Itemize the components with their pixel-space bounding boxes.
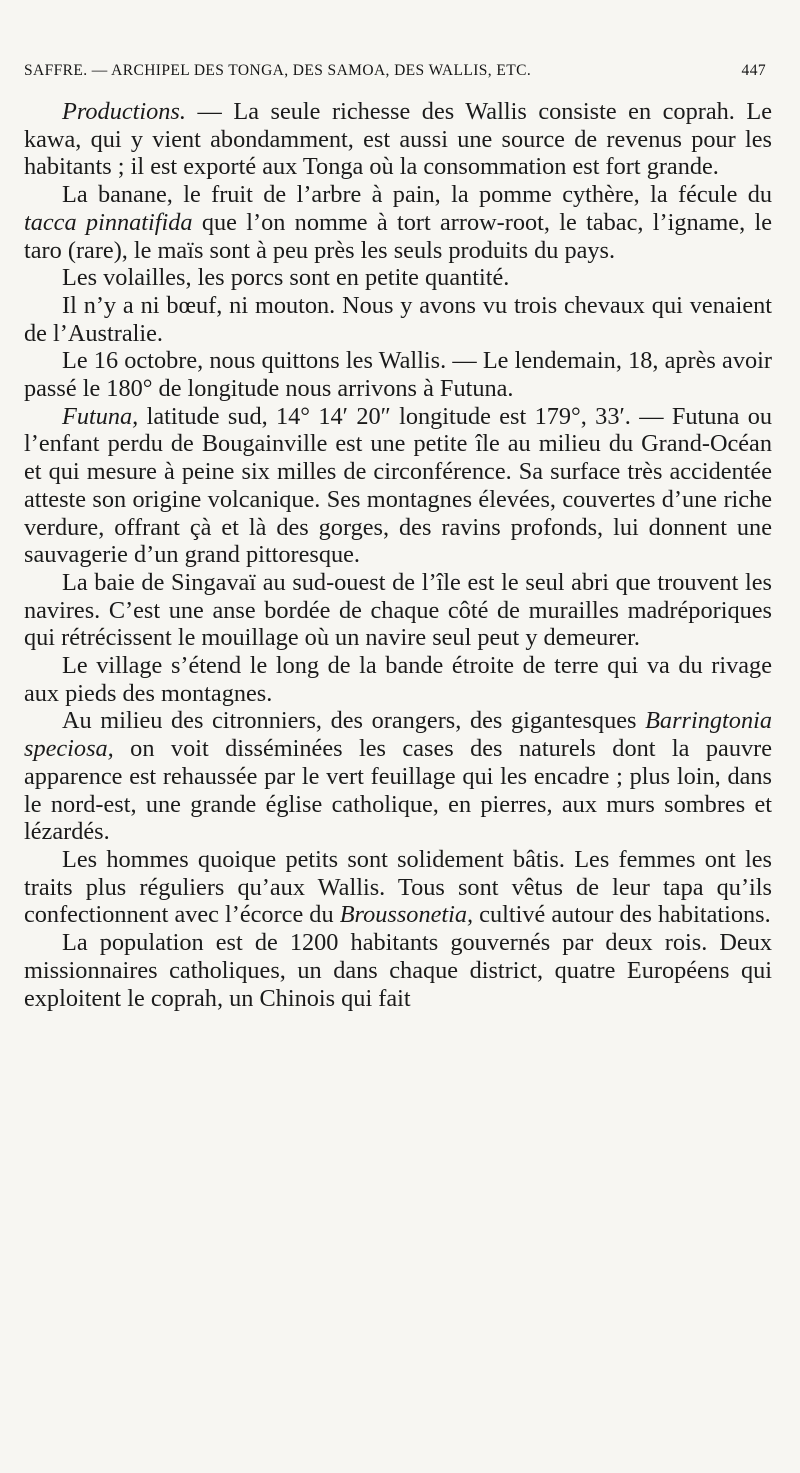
paragraph-text: Il n’y a ni bœuf, ni mouton. Nous y avons vu trois chevaux qui venaient de l’Australie. — [24, 291, 772, 347]
paragraph-village — [24, 652, 772, 707]
paragraph-hommes — [24, 846, 772, 929]
paragraph-text: Au milieu des citronniers, des orangers, des gigantesques — [62, 707, 646, 735]
paragraph-produits — [24, 181, 772, 264]
page-number: 447 — [741, 62, 766, 79]
paragraph-text: latitude sud, 14° 14′ 20″ longitude est 179°, 33′. — Futuna ou l’enfant perdu de Bougainville est une petite île au milieu du Grand-Océan et qui mesure à peine six milles de circonférence. Sa surface très accidentée atteste son origine volcanique. Ses montagnes élevées, couvertes d’une riche verdure, offrant çà et là des gorges, des ravins profonds, lui donnent une sauvagerie d’un grand pittoresque. — [24, 402, 772, 569]
paragraph-text: que l’on nomme à tort arrow-root, le tabac, l’igname, le taro (rare), le maïs sont à peu près les seuls produits du pays. — [24, 208, 772, 264]
body-text — [24, 98, 772, 1012]
paragraph-text: Les hommes quoique petits sont solidement bâtis. Les femmes ont les traits plus réguliers qu’aux Wallis. Tous sont vêtus de leur tapa qu’ils confectionnent avec l’écorce du — [24, 845, 772, 929]
paragraph-text: La population est de 1200 habitants gouvernés par deux rois. Deux missionnaires catholiques, un dans chaque district, quatre Européens qui exploitent le coprah, un Chinois qui fait — [24, 929, 772, 1012]
paragraph-text: La banane, le fruit de l’arbre à pain, la pomme cythère, la fécule du — [62, 181, 772, 209]
paragraph-italic-term: tacca pinnatifida — [24, 208, 193, 236]
paragraph-boeuf — [24, 292, 772, 347]
paragraph-baie — [24, 569, 772, 652]
running-title: SAFFRE. — ARCHIPEL DES TONGA, DES SAMOA, DES WALLIS, ETC. — [24, 62, 532, 79]
paragraph-population — [24, 929, 772, 1012]
paragraph-text: Le 16 octobre, nous quittons les Wallis. — Le lendemain, 18, après avoir passé le 180° de longitude nous arrivons à Futuna. — [24, 347, 772, 403]
paragraph-text: Les volailles, les porcs sont en petite quantité. — [62, 264, 510, 292]
paragraph-lead-italic: Futuna, — [62, 402, 139, 430]
paragraph-cases — [24, 707, 772, 846]
paragraph-text: on voit disséminées les cases des naturels dont la pauvre apparence est rehaussée par le vert feuillage qui les encadre ; plus loin, dans le nord-est, une grande église catholique, en pierres, aux murs sombres et lézardés. — [24, 735, 772, 846]
paragraph-volailles — [24, 264, 772, 292]
running-head — [24, 62, 766, 80]
paragraph-depart — [24, 347, 772, 402]
paragraph-productions — [24, 98, 772, 181]
paragraph-lead-italic: Productions. — [62, 98, 186, 125]
paragraph-text: cultivé autour des habitations. — [473, 901, 771, 929]
paragraph-italic-term: Barringtonia speciosa, — [24, 707, 772, 763]
paragraph-text: La baie de Singavaï au sud-ouest de l’île est le seul abri que trouvent les navires. C’est une anse bordée de chaque côté de murailles madréporiques qui rétrécissent le mouillage où un navire seul peut y demeurer. — [24, 568, 772, 652]
paragraph-futuna — [24, 403, 772, 569]
paragraph-italic-term: Broussonetia, — [339, 901, 474, 929]
paragraph-text: — La seule richesse des Wallis consiste en coprah. Le kawa, qui y vient abondamment, est aussi une source de revenus pour les habitants ; il est exporté aux Tonga où la consommation est fort grande. — [24, 98, 772, 181]
paragraph-text: Le village s’étend le long de la bande étroite de terre qui va du rivage aux pieds des montagnes. — [24, 652, 772, 707]
